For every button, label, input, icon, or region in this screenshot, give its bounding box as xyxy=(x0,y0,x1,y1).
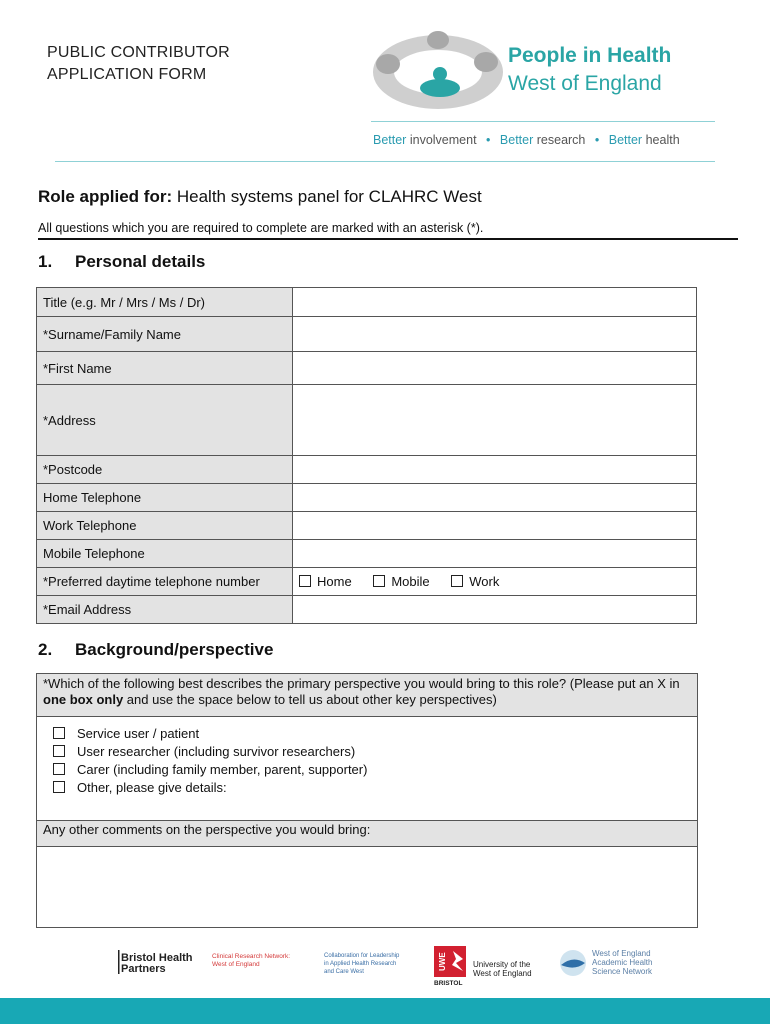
checkbox-home[interactable] xyxy=(299,575,311,587)
option-user-researcher[interactable] xyxy=(53,743,697,761)
crn-logo-line2: West of England xyxy=(212,961,260,968)
logo-figure-teal xyxy=(420,79,460,97)
question-text-bold: one box only xyxy=(43,692,124,707)
header-divider-long xyxy=(55,161,715,162)
tagline-health: health xyxy=(645,133,680,147)
personal-details-table xyxy=(36,287,697,624)
option-other[interactable] xyxy=(53,779,697,797)
role-applied xyxy=(38,187,482,207)
uwe-bristol: BRISTOL xyxy=(434,980,463,987)
table-row xyxy=(37,596,697,624)
section1-heading xyxy=(38,252,205,272)
tagline-research: research xyxy=(536,133,586,147)
footer-bar xyxy=(0,998,770,1024)
phone-option-home-label: Home xyxy=(317,574,352,589)
row-label-preferred-phone: *Preferred daytime telephone number xyxy=(37,568,293,596)
question-text-2: and use the space below to tell us about other key perspectives) xyxy=(123,692,497,707)
checkbox-other[interactable] xyxy=(53,781,65,793)
table-row xyxy=(37,456,697,484)
tagline-dot-1: • xyxy=(486,133,491,147)
surname-field[interactable] xyxy=(293,317,697,352)
form-title xyxy=(47,42,230,86)
logo-figure-right xyxy=(474,52,498,72)
clahrc-logo-line3: and Care West xyxy=(324,969,364,975)
phone-option-work[interactable] xyxy=(451,574,499,589)
checkbox-user-researcher[interactable] xyxy=(53,745,65,757)
background-perspective-box xyxy=(36,673,698,928)
tagline-better-2: Better xyxy=(499,133,534,147)
logo-text xyxy=(508,42,671,98)
row-label-mobile-telephone: Mobile Telephone xyxy=(37,540,293,568)
phone-option-mobile[interactable] xyxy=(373,574,429,589)
logo-figure-left xyxy=(376,54,400,74)
phone-option-work-label: Work xyxy=(469,574,500,589)
tagline-involvement: involvement xyxy=(409,133,477,147)
crn-logo-line1: Clinical Research Network: xyxy=(212,953,291,960)
option-service-user[interactable] xyxy=(53,725,697,743)
tagline xyxy=(373,133,680,147)
uwe-logo-line1: University of the xyxy=(473,960,531,969)
row-label-home-telephone: Home Telephone xyxy=(37,484,293,512)
table-row xyxy=(37,484,697,512)
checkbox-work[interactable] xyxy=(451,575,463,587)
header-divider-short xyxy=(371,121,715,122)
option-service-user-label: Service user / patient xyxy=(77,726,200,741)
section-divider xyxy=(38,238,738,240)
address-field[interactable] xyxy=(293,385,697,456)
uwe-logo-line2: West of England xyxy=(473,969,532,978)
phone-option-mobile-label: Mobile xyxy=(391,574,430,589)
option-carer-label: Carer (including family member, parent, supporter) xyxy=(77,762,368,777)
row-label-postcode: *Postcode xyxy=(37,456,293,484)
logo-line2: West of England xyxy=(508,72,662,95)
preferred-phone-options xyxy=(293,568,697,596)
phone-option-home[interactable] xyxy=(299,574,352,589)
title-field[interactable] xyxy=(293,288,697,317)
perspective-question xyxy=(37,674,697,717)
option-user-researcher-label: User researcher (including survivor researchers) xyxy=(77,744,356,759)
tagline-better-1: Better xyxy=(373,133,407,147)
row-label-email: *Email Address xyxy=(37,596,293,624)
comments-label: Any other comments on the perspective you would bring: xyxy=(37,821,697,847)
row-label-title: Title (e.g. Mr / Mrs / Ms / Dr) xyxy=(37,288,293,317)
section2-number: 2. xyxy=(38,640,53,659)
checkbox-mobile[interactable] xyxy=(373,575,385,587)
logo-head-teal xyxy=(433,67,447,81)
tagline-dot-2: • xyxy=(594,133,600,147)
option-carer[interactable] xyxy=(53,761,697,779)
table-row xyxy=(37,317,697,352)
row-label-address: *Address xyxy=(37,385,293,456)
partner-logos xyxy=(118,945,663,987)
form-title-line1: PUBLIC CONTRIBUTOR xyxy=(47,44,230,61)
required-note: All questions which you are required to complete are marked with an asterisk (*). xyxy=(38,221,484,235)
form-title-line2: APPLICATION FORM xyxy=(47,66,207,83)
email-field[interactable] xyxy=(293,596,697,624)
table-row xyxy=(37,568,697,596)
uwe-badge: UWE xyxy=(438,952,447,971)
row-label-first-name: *First Name xyxy=(37,352,293,385)
checkbox-service-user[interactable] xyxy=(53,727,65,739)
role-value: Health systems panel for CLAHRC West xyxy=(176,187,482,206)
perspective-options xyxy=(37,717,697,821)
bhp-bar xyxy=(118,950,120,974)
table-row xyxy=(37,288,697,317)
postcode-field[interactable] xyxy=(293,456,697,484)
section2-heading xyxy=(38,640,273,660)
checkbox-carer[interactable] xyxy=(53,763,65,775)
comments-field[interactable] xyxy=(37,847,697,927)
mobile-telephone-field[interactable] xyxy=(293,540,697,568)
option-other-label: Other, please give details: xyxy=(77,780,227,795)
table-row xyxy=(37,540,697,568)
row-label-surname: *Surname/Family Name xyxy=(37,317,293,352)
ahsn-logo-line1: West of England xyxy=(592,949,651,958)
row-label-work-telephone: Work Telephone xyxy=(37,512,293,540)
work-telephone-field[interactable] xyxy=(293,512,697,540)
role-label: Role applied for: xyxy=(38,187,173,206)
tagline-better-3: Better xyxy=(608,133,643,147)
home-telephone-field[interactable] xyxy=(293,484,697,512)
section2-title: Background/perspective xyxy=(75,640,274,659)
ahsn-logo-line2: Academic Health xyxy=(592,958,653,967)
clahrc-logo-line1: Collaboration for Leadership xyxy=(324,953,400,959)
section1-title: Personal details xyxy=(75,252,206,271)
bhp-logo-line1: Bristol Health xyxy=(121,952,193,964)
table-row xyxy=(37,512,697,540)
bhp-logo-line2: Partners xyxy=(121,963,166,975)
logo-figure-top xyxy=(427,31,449,49)
section1-number: 1. xyxy=(38,252,53,271)
table-row xyxy=(37,385,697,456)
clahrc-logo-line2: in Applied Health Research xyxy=(324,961,397,967)
table-row xyxy=(37,352,697,385)
first-name-field[interactable] xyxy=(293,352,697,385)
ahsn-logo-line3: Science Network xyxy=(592,967,653,976)
question-text-1: *Which of the following best describes the primary perspective you would bring to this role? (Please put an X in xyxy=(43,676,680,691)
logo-line1: People in Health xyxy=(508,44,672,67)
